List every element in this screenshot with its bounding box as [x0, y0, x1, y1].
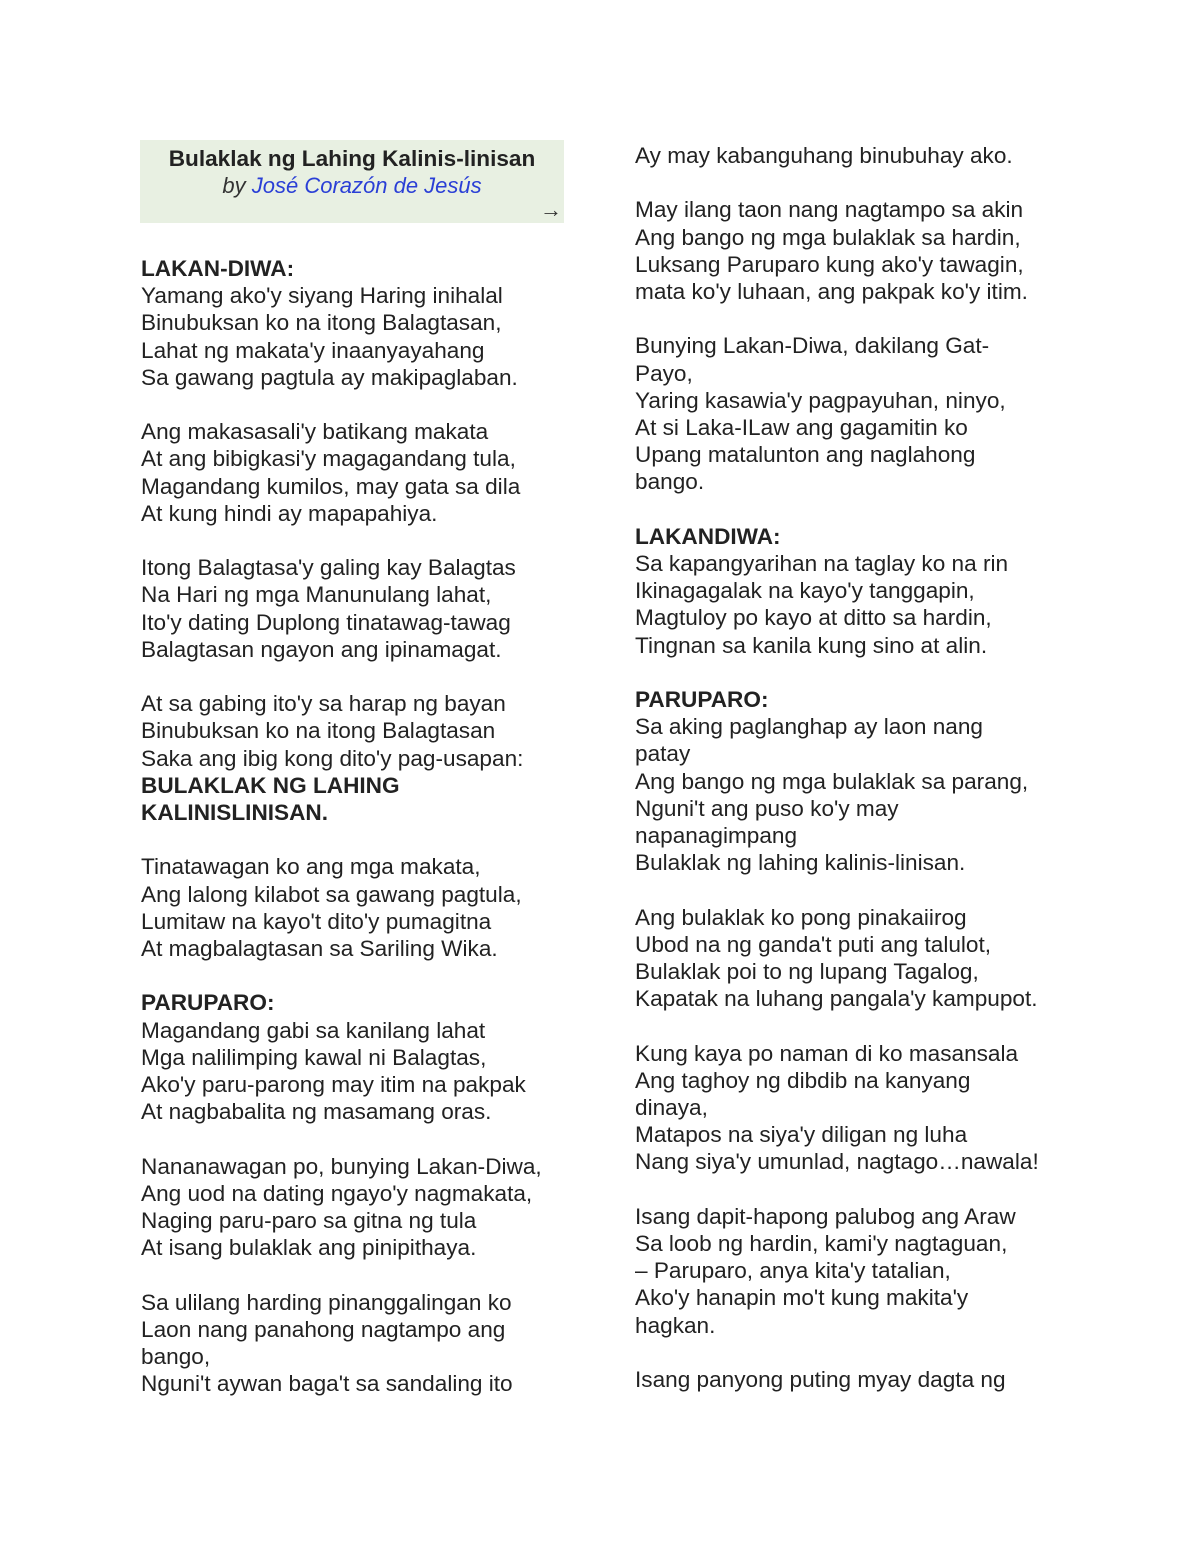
verse-line: Bulaklak ng lahing kalinis-linisan. [635, 850, 966, 876]
stanza [141, 255, 581, 391]
verse-line: mata ko'y luhaan, ang pakpak ko'y itim. [635, 279, 1028, 304]
right-stanzas [635, 142, 1075, 1393]
verse-line: Sa kapangyarihan na taglay ko na rin [635, 551, 1009, 576]
verse-line: Sa loob ng hardin, kami'y nagtaguan, [635, 1231, 1008, 1257]
stanza [141, 418, 581, 527]
byline [140, 172, 564, 199]
verse-line: Ang taghoy ng dibdib na kanyang [635, 1067, 971, 1093]
verse-line: May ilang taon nang nagtampo sa akin [635, 197, 1024, 223]
verse-line: Isang panyong puting myay dagta ng [635, 1367, 1006, 1393]
verse-line: patay [635, 741, 691, 767]
verse-line: Naging paru-paro sa gitna ng tula [141, 1208, 477, 1234]
stanza [635, 142, 1075, 169]
verse-line: At magbalagtasan sa Sariling Wika. [141, 936, 498, 962]
verse-line: bango, [141, 1344, 211, 1370]
verse-line: Ito'y dating Duplong tinatawag-tawag [141, 609, 511, 635]
verse-line-bold: BULAKLAK NG LAHING [141, 772, 400, 798]
verse-line: At si Laka-ILaw ang gagamitin ko [635, 415, 968, 440]
verse-line: Yaring kasawia'y pagpayuhan, ninyo, [635, 387, 1006, 413]
verse-line: Ang bango ng mga bulaklak sa hardin, [635, 224, 1021, 250]
verse-line: At ang bibigkasi'y magagandang tula, [141, 446, 516, 472]
verse-line: Sa aking paglanghap ay laon nang [635, 714, 983, 740]
verse-line: Lahat ng makata'y inaanyayahang [141, 337, 485, 363]
stanza [141, 690, 581, 826]
verse-line: Nananawagan po, bunying Lakan-Diwa, [141, 1153, 542, 1179]
verse-line: hagkan. [635, 1312, 716, 1338]
verse-line: Payo, [635, 360, 693, 386]
verse-line: Tingnan sa kanila kung sino at alin. [635, 632, 988, 658]
verse-line: Isang dapit-hapong palubog ang Araw [635, 1203, 1016, 1229]
verse-line: At kung hindi ay mapapahiya. [141, 500, 438, 526]
verse-line: napanagimpang [635, 823, 798, 849]
verse-line: Kapatak na luhang pangala'y kampupot. [635, 986, 1038, 1012]
verse-line: Na Hari ng mga Manunulang lahat, [141, 582, 492, 608]
verse-line: Nguni't ang puso ko'y may [635, 795, 899, 821]
verse-line: Binubuksan ko na itong Balagtasan, [141, 310, 502, 336]
stanza [635, 1040, 1075, 1176]
verse-line: Tinatawagan ko ang mga makata, [141, 854, 481, 880]
verse-line: Matapos na siya'y diligan ng luha [635, 1122, 968, 1148]
stanza [635, 332, 1075, 495]
stanza [635, 196, 1075, 305]
stanza [141, 989, 581, 1125]
stanza [635, 523, 1075, 659]
verse-line: bango. [635, 469, 705, 495]
verse-line: dinaya, [635, 1095, 708, 1121]
verse-line: Laon nang panahong nagtampo ang [141, 1316, 506, 1342]
speaker-label: LAKAN-DIWA: [141, 256, 295, 281]
verse-line: Sa ulilang harding pinanggalingan ko [141, 1289, 512, 1315]
stanza [635, 904, 1075, 1013]
verse-line: Magandang kumilos, may gata sa dila [141, 473, 521, 499]
verse-line: Luksang Paruparo kung ako'y tawagin, [635, 251, 1024, 277]
verse-line: Nang siya'y umunlad, nagtago…nawala! [635, 1149, 1039, 1175]
verse-line: At nagbabalita ng masamang oras. [141, 1099, 492, 1125]
verse-line: Saka ang ibig kong dito'y pag-usapan: [141, 745, 524, 771]
left-stanzas [141, 255, 581, 1397]
verse-line: Ang uod na dating ngayo'y nagmakata, [141, 1180, 533, 1206]
verse-line: Sa gawang pagtula ay makipaglaban. [141, 364, 518, 390]
verse-line: At sa gabing ito'y sa harap ng bayan [141, 691, 506, 717]
right-column [635, 142, 1075, 1393]
verse-line: Ay may kabanguhang binubuhay ako. [635, 143, 1013, 168]
verse-line-bold: KALINISLINISAN. [141, 800, 329, 826]
verse-line: At isang bulaklak ang pinipithaya. [141, 1235, 477, 1261]
speaker-label: LAKANDIWA: [635, 523, 781, 549]
verse-line: Ang bango ng mga bulaklak sa parang, [635, 768, 1029, 794]
stanza [635, 1366, 1075, 1393]
stanza [141, 554, 581, 663]
verse-line: Mga nalilimping kawal ni Balagtas, [141, 1044, 487, 1070]
stanza [141, 1153, 581, 1262]
verse-line: Lumitaw na kayo't dito'y pumagitna [141, 908, 492, 934]
verse-line: Bunying Lakan-Diwa, dakilang Gat- [635, 333, 990, 359]
verse-line: Ikinagagalak na kayo'y tanggapin, [635, 578, 975, 604]
verse-line: Magtuloy po kayo at ditto sa hardin, [635, 605, 992, 631]
verse-line: Magandang gabi sa kanilang lahat [141, 1017, 486, 1043]
stanza [141, 1289, 581, 1398]
verse-line: Ang bulaklak ko pong pinakaiirog [635, 904, 967, 930]
verse-line: Ang lalong kilabot sa gawang pagtula, [141, 881, 522, 907]
speaker-label: PARUPARO: [635, 687, 769, 712]
verse-line: Ako'y paru-parong may itim na pakpak [141, 1072, 526, 1098]
verse-line: Bulaklak poi to ng lupang Tagalog, [635, 959, 979, 985]
verse-line: Ako'y hanapin mo't kung makita'y [635, 1285, 969, 1311]
author-link[interactable]: José Corazón de Jesús [251, 173, 482, 198]
byline-prefix: by [222, 173, 246, 198]
verse-line: Itong Balagtasa'y galing kay Balagtas [141, 555, 516, 581]
left-column [141, 140, 581, 1397]
verse-line: – Paruparo, anya kita'y tatalian, [635, 1258, 951, 1284]
speaker-label: PARUPARO: [141, 990, 275, 1016]
verse-line: Ang makasasali'y batikang makata [141, 419, 489, 445]
stanza [141, 853, 581, 962]
verse-line: Binubuksan ko na itong Balagtasan [141, 718, 496, 744]
verse-line: Yamang ako'y siyang Haring inihalal [141, 283, 503, 309]
stanza [635, 1203, 1075, 1339]
verse-line: Kung kaya po naman di ko masansala [635, 1040, 1019, 1066]
verse-line: Balagtasan ngayon ang ipinamagat. [141, 636, 502, 662]
verse-line: Nguni't aywan baga't sa sandaling ito [141, 1371, 513, 1397]
verse-line: Upang matalunton ang naglahong [635, 442, 976, 468]
stanza [635, 686, 1075, 876]
title-box [140, 140, 564, 223]
arrow-icon[interactable]: → [540, 197, 562, 222]
poem-title: Bulaklak ng Lahing Kalinis-linisan [168, 146, 536, 171]
verse-line: Ubod na ng ganda't puti ang talulot, [635, 931, 992, 957]
